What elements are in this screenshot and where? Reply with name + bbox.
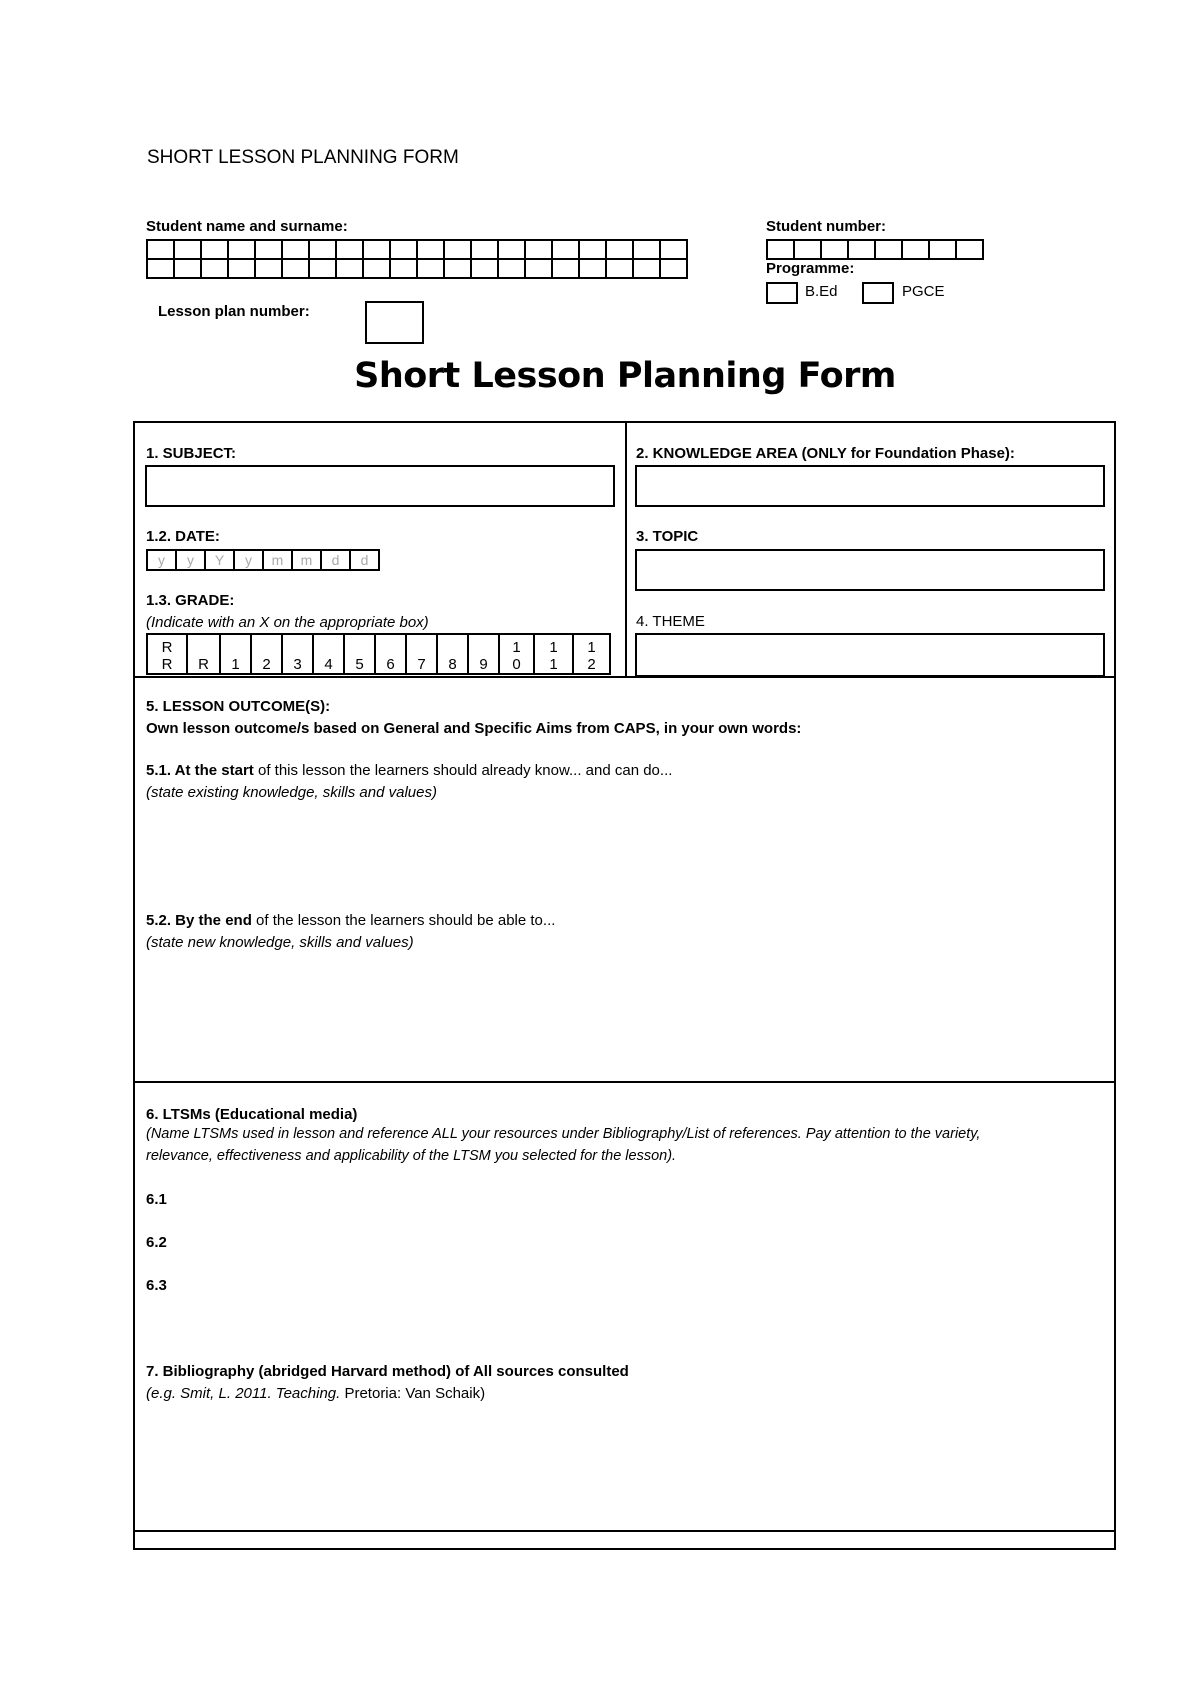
ltsm-instruction-line1: (Name LTSMs used in lesson and reference ALL your resources under Bibliography/List of references. Pay attention to the variety,	[146, 1126, 981, 1142]
student-name-box[interactable]	[525, 259, 552, 278]
ltsm-item: 6.1	[146, 1191, 167, 1208]
student-name-box[interactable]	[660, 240, 687, 259]
grade-box[interactable]	[187, 634, 220, 674]
student-name-box[interactable]	[201, 240, 228, 259]
bibliography-example-post: Pretoria: Van Schaik)	[340, 1385, 486, 1402]
topic-label: 3. TOPIC	[636, 528, 699, 545]
subject-input[interactable]	[145, 465, 615, 507]
student-name-box[interactable]	[444, 240, 471, 259]
grade-box-top-text	[252, 639, 281, 656]
grade-box-top-text: R	[161, 639, 173, 656]
main-title: Short Lesson Planning Form	[354, 356, 896, 396]
student-name-box[interactable]	[174, 259, 201, 278]
student-name-box[interactable]	[309, 240, 336, 259]
grade-box-bottom-text: 6	[386, 656, 395, 673]
grade-box[interactable]	[313, 634, 344, 674]
subject-label: 1. SUBJECT:	[146, 445, 237, 462]
ltsm-item: 6.3	[146, 1277, 167, 1294]
programme-pgce-checkbox[interactable]	[862, 282, 894, 304]
grade-box-bottom-text: 0	[512, 656, 521, 673]
knowledge-area-input[interactable]	[635, 465, 1105, 507]
grade-box-top-text	[376, 639, 405, 656]
lesson-plan-number-input[interactable]	[365, 301, 424, 344]
grade-box-bottom-text: R	[198, 656, 209, 673]
grade-box[interactable]	[437, 634, 468, 674]
date-box[interactable]: y	[234, 550, 263, 570]
student-name-grid[interactable]	[146, 239, 688, 279]
student-number-box[interactable]	[902, 240, 929, 259]
student-name-box[interactable]	[471, 259, 498, 278]
student-name-box[interactable]	[255, 259, 282, 278]
student-name-box[interactable]	[228, 240, 255, 259]
bibliography-example-pre: (e.g. Smit, L. 2011.	[146, 1385, 276, 1402]
student-name-box[interactable]	[606, 240, 633, 259]
grade-box-bottom-text: 7	[417, 656, 426, 673]
grade-box[interactable]	[573, 634, 610, 674]
student-name-box[interactable]	[417, 259, 444, 278]
programme-bed-label: B.Ed	[805, 283, 838, 300]
grade-box-bottom-text: 2	[262, 656, 271, 673]
grade-box-bottom-text: 1	[231, 656, 240, 673]
student-name-box[interactable]	[579, 259, 606, 278]
outcome-end-rest: of the lesson the learners should be able to...	[251, 912, 556, 929]
grade-box[interactable]	[499, 634, 534, 674]
grade-box-top-text	[469, 639, 498, 656]
grade-box-top-text	[345, 639, 374, 656]
lesson-outcomes-subheading: Own lesson outcome/s based on General and Specific Aims from CAPS, in your own words:	[146, 720, 802, 737]
outcome-end-line	[146, 912, 555, 929]
student-name-box[interactable]	[363, 240, 390, 259]
grade-box-top-text	[407, 639, 436, 656]
grade-box-bottom-text: 3	[293, 656, 302, 673]
grade-box-bottom-text: 9	[479, 656, 488, 673]
programme-label: Programme:	[766, 260, 855, 277]
grade-box-bottom-text: 1	[549, 656, 558, 673]
form-title: SHORT LESSON PLANNING FORM	[147, 147, 459, 168]
grade-box-bottom-text: 5	[355, 656, 364, 673]
student-name-box[interactable]	[363, 259, 390, 278]
grade-box-bottom-text: R	[161, 656, 173, 673]
lesson-outcomes-heading: 5. LESSON OUTCOME(S):	[146, 698, 331, 715]
student-name-box[interactable]	[282, 259, 309, 278]
date-box[interactable]: d	[350, 550, 379, 570]
student-name-box[interactable]	[552, 259, 579, 278]
student-number-grid[interactable]	[766, 239, 984, 260]
grade-label: 1.3. GRADE:	[146, 592, 235, 609]
grade-box-top-text	[188, 639, 219, 656]
student-name-box[interactable]	[147, 259, 174, 278]
grade-instruction: (Indicate with an X on the appropriate box)	[146, 614, 429, 631]
student-number-box[interactable]	[875, 240, 902, 259]
date-box[interactable]: Y	[205, 550, 234, 570]
bottom-divider	[133, 1530, 1116, 1532]
student-name-box[interactable]	[390, 259, 417, 278]
student-name-box[interactable]	[309, 259, 336, 278]
grade-box-bottom-text: 4	[324, 656, 333, 673]
section6-divider	[133, 1081, 1116, 1083]
ltsm-instruction-line2: relevance, effectiveness and applicability of the LTSM you selected for the lesson).	[146, 1148, 677, 1164]
date-box[interactable]: m	[263, 550, 292, 570]
student-name-box[interactable]	[552, 240, 579, 259]
grade-box[interactable]	[147, 634, 187, 674]
programme-pgce-label: PGCE	[902, 283, 945, 300]
grade-box[interactable]	[468, 634, 499, 674]
grade-box-top-text	[314, 639, 343, 656]
ltsm-heading: 6. LTSMs (Educational media)	[146, 1106, 358, 1123]
student-name-box[interactable]	[228, 259, 255, 278]
grade-box[interactable]	[251, 634, 282, 674]
date-box[interactable]: d	[321, 550, 350, 570]
student-name-box[interactable]	[336, 259, 363, 278]
lesson-plan-number-label: Lesson plan number:	[158, 303, 310, 320]
grade-box-top-text: 1	[512, 639, 521, 656]
knowledge-area-label: 2. KNOWLEDGE AREA (ONLY for Foundation Phase):	[636, 445, 1015, 462]
outcome-start-line	[146, 762, 672, 779]
bibliography-heading: 7. Bibliography (abridged Harvard method) of All sources consulted	[146, 1363, 629, 1380]
programme-bed-checkbox[interactable]	[766, 282, 798, 304]
student-name-box[interactable]	[633, 259, 660, 278]
student-name-box[interactable]	[174, 240, 201, 259]
grade-box[interactable]	[406, 634, 437, 674]
grade-box[interactable]	[344, 634, 375, 674]
date-box[interactable]: y	[147, 550, 176, 570]
bibliography-example-title: Teaching.	[275, 1385, 341, 1402]
column-divider	[625, 421, 627, 677]
grade-box-bottom-text: 8	[448, 656, 457, 673]
outcome-end-bold: 5.2. By the end	[146, 912, 252, 929]
student-number-label: Student number:	[766, 218, 886, 235]
student-number-box[interactable]	[848, 240, 875, 259]
student-number-box[interactable]	[794, 240, 821, 259]
student-name-box[interactable]	[201, 259, 228, 278]
outcome-start-bold: 5.1. At the start	[146, 762, 254, 779]
student-name-box[interactable]	[390, 240, 417, 259]
student-number-box[interactable]	[929, 240, 956, 259]
date-box[interactable]: y	[176, 550, 205, 570]
grade-box[interactable]	[534, 634, 573, 674]
date-box[interactable]: m	[292, 550, 321, 570]
grade-box-top-text: 1	[587, 639, 596, 656]
student-name-box[interactable]	[660, 259, 687, 278]
ltsm-item: 6.2	[146, 1234, 167, 1251]
student-name-box[interactable]	[282, 240, 309, 259]
date-grid[interactable]	[146, 549, 380, 571]
grade-box-top-text	[283, 639, 312, 656]
outcome-end-hint: (state new knowledge, skills and values)	[146, 934, 414, 951]
student-name-box[interactable]	[633, 240, 660, 259]
student-name-box[interactable]	[255, 240, 282, 259]
student-name-box[interactable]	[417, 240, 444, 259]
student-name-box[interactable]	[498, 240, 525, 259]
topic-input[interactable]	[635, 549, 1105, 591]
outcome-start-rest: of this lesson the learners should already know... and can do...	[253, 762, 673, 779]
student-name-box[interactable]	[471, 240, 498, 259]
student-name-box[interactable]	[606, 259, 633, 278]
student-number-box[interactable]	[767, 240, 794, 259]
bibliography-example	[146, 1385, 485, 1402]
student-name-box[interactable]	[525, 240, 552, 259]
student-name-box[interactable]	[579, 240, 606, 259]
student-name-box[interactable]	[444, 259, 471, 278]
grade-box[interactable]	[282, 634, 313, 674]
student-number-box[interactable]	[821, 240, 848, 259]
student-name-box[interactable]	[147, 240, 174, 259]
date-label: 1.2. DATE:	[146, 528, 220, 545]
student-number-box[interactable]	[956, 240, 983, 259]
grade-grid[interactable]	[146, 633, 611, 675]
student-name-box[interactable]	[498, 259, 525, 278]
grade-box-bottom-text: 2	[587, 656, 596, 673]
theme-input[interactable]	[635, 633, 1105, 677]
grade-box-top-text: 1	[549, 639, 558, 656]
grade-box-top-text	[221, 639, 250, 656]
theme-label: 4. THEME	[636, 613, 705, 630]
grade-box[interactable]	[375, 634, 406, 674]
outcome-start-hint: (state existing knowledge, skills and values)	[146, 784, 437, 801]
student-name-box[interactable]	[336, 240, 363, 259]
grade-box-top-text	[438, 639, 467, 656]
student-name-label: Student name and surname:	[146, 218, 348, 235]
grade-box[interactable]	[220, 634, 251, 674]
